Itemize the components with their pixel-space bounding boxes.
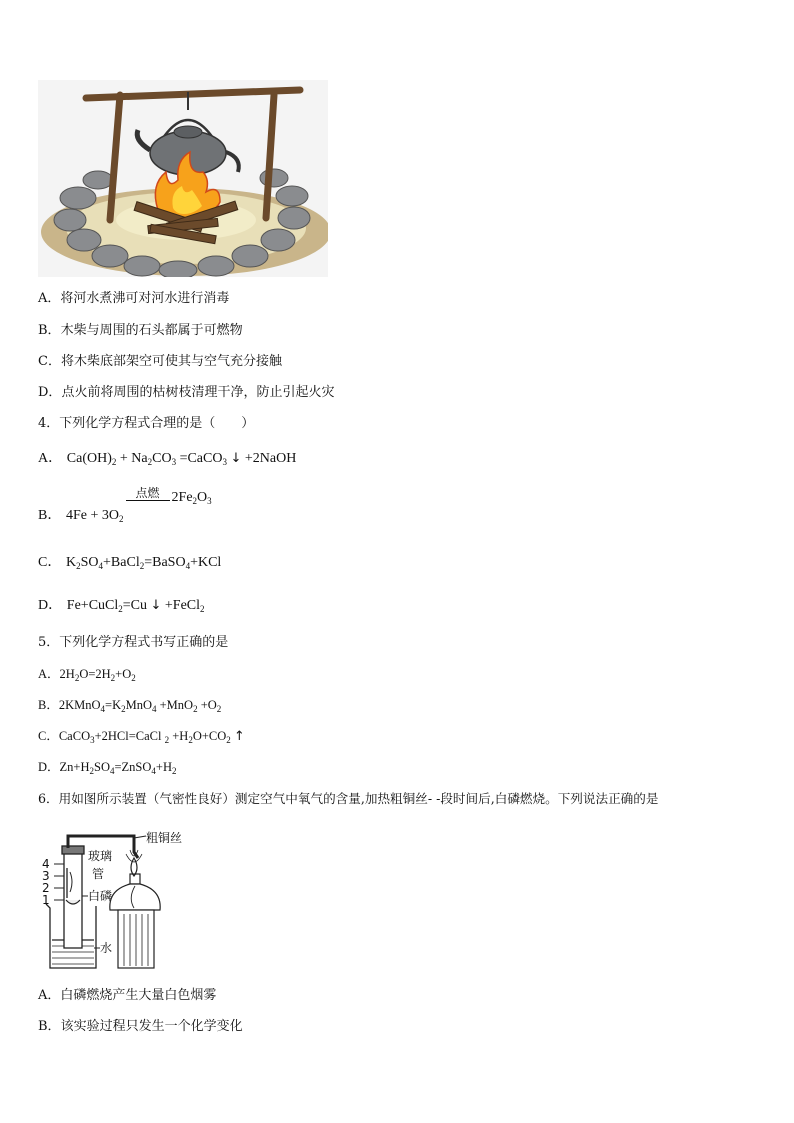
q4-stem: 4．下列化学方程式合理的是（ ） xyxy=(38,416,255,431)
option-text: 点火前将周围的枯树枝清理干净，防止引起火灾 xyxy=(61,385,335,400)
q5-option-b xyxy=(38,696,221,714)
option-letter: B． xyxy=(38,698,59,712)
scale-label-2: 2 xyxy=(42,881,50,895)
option-letter: B． xyxy=(38,508,62,523)
option-letter: C． xyxy=(38,729,59,743)
q5-option-a xyxy=(38,665,136,683)
q4-option-b xyxy=(38,486,212,526)
option-letter: B． xyxy=(38,1019,61,1034)
option-letter: A． xyxy=(38,988,61,1003)
scale-label-1: 1 xyxy=(42,893,50,907)
option-text: 将木柴底部架空可使其与空气充分接触 xyxy=(60,354,282,369)
option-letter: B． xyxy=(38,323,61,338)
water-label: 水 xyxy=(100,941,113,955)
option-text: 将河水煮沸可对河水进行消毒 xyxy=(60,291,230,306)
glass-tube-label: 玻璃 xyxy=(88,849,113,863)
q6-stem: 6．用如图所示装置（气密性良好）测定空气中氧气的含量,加热粗铜丝- -段时间后,白磷燃烧。下列说法正确的是 xyxy=(38,791,659,806)
q4-option-a xyxy=(38,450,296,468)
oxygen-measurement-apparatus-diagram xyxy=(38,828,228,974)
option-text: 白磷燃烧产生大量白色烟雾 xyxy=(60,988,217,1003)
equation: CaCO$_3$+2HCl=CaCl $_2 +H_2O+CO_2$ ↑ xyxy=(58,729,245,745)
option-text: 木柴与周围的石头都属于可燃物 xyxy=(60,323,243,338)
q3-option-b xyxy=(38,322,243,340)
option-letter: D． xyxy=(38,598,63,613)
scale-label-4: 4 xyxy=(42,857,50,871)
q6-option-a xyxy=(38,987,216,1005)
equation-product: $2Fe_2O_3$ xyxy=(171,490,212,506)
option-letter: C． xyxy=(38,555,62,570)
option-letter: D． xyxy=(38,385,62,400)
option-letter: C． xyxy=(38,354,61,369)
equation: $K_2SO_4+BaCl_2=BaSO_4+KCl$ xyxy=(64,555,222,571)
q5-stem: 5．下列化学方程式书写正确的是 xyxy=(38,635,229,650)
q3-option-c xyxy=(38,353,282,371)
option-letter: A． xyxy=(38,291,61,306)
option-text: 该实验过程只发生一个化学变化 xyxy=(60,1019,243,1034)
option-letter: A． xyxy=(38,451,63,466)
equation: $Zn+H_2SO_4=ZnSO_4+H_2$ xyxy=(59,760,177,776)
equation: $2H_2O=2H_2+O_2$ xyxy=(59,667,136,683)
q4-option-d xyxy=(38,597,205,615)
q3-option-a xyxy=(38,290,229,308)
q4-option-c xyxy=(38,554,221,572)
copper-wire-label: 粗铜丝 xyxy=(146,831,183,845)
campfire-kettle-illustration xyxy=(38,80,328,277)
reaction-condition xyxy=(126,486,170,505)
q6-option-b xyxy=(38,1018,243,1036)
white-phosphorus-label: 白磷 xyxy=(88,889,113,903)
q5-option-c xyxy=(38,727,245,746)
glass-tube-label-2: 管 xyxy=(92,867,105,881)
q5-option-d xyxy=(38,758,176,776)
option-letter: D． xyxy=(38,760,60,774)
equation: $Ca(OH)_2 + Na_2CO_3$ =CaCO$_3$ ↓ +2NaOH xyxy=(65,451,297,467)
q3-option-d xyxy=(38,384,334,402)
equation: $2KMnO_4=K_2MnO_4 +MnO_2 +O_2$ xyxy=(58,698,222,714)
equation: Fe+CuCl$_2$=Cu ↓ +FeCl$_2$ xyxy=(65,598,205,614)
scale-label-3: 3 xyxy=(42,869,50,883)
option-letter: A． xyxy=(38,667,60,681)
equation: $4Fe + 3O_2$ xyxy=(64,508,124,524)
condition-label: 点燃 xyxy=(135,486,160,500)
